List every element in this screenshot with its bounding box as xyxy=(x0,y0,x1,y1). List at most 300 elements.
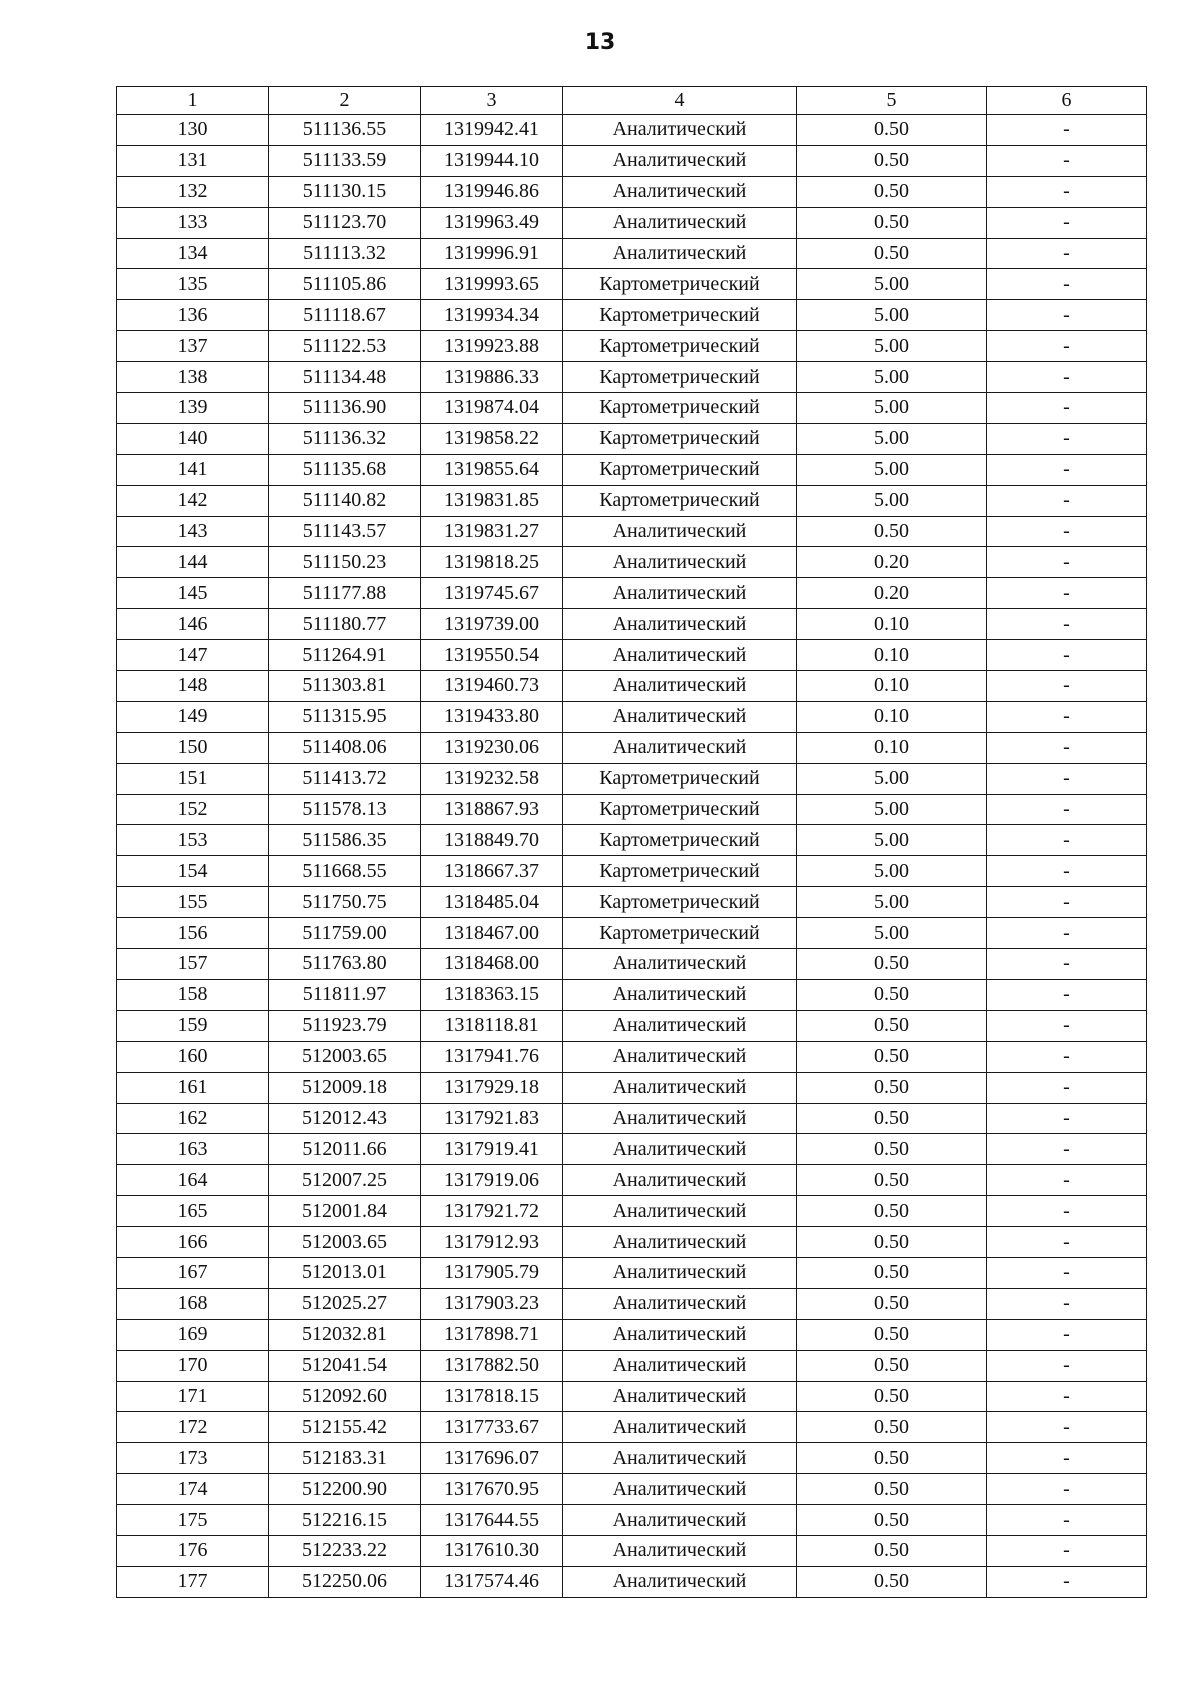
method-cell: Картометрический xyxy=(563,887,797,918)
x-coordinate-cell: 511811.97 xyxy=(269,979,421,1010)
note-cell: - xyxy=(987,1227,1147,1258)
method-cell: Аналитический xyxy=(563,1103,797,1134)
column-header: 2 xyxy=(269,87,421,115)
note-cell: - xyxy=(987,856,1147,887)
table-row xyxy=(117,207,1147,238)
y-coordinate-cell: 1318467.00 xyxy=(421,918,563,949)
table-row xyxy=(117,547,1147,578)
x-coordinate-cell: 512183.31 xyxy=(269,1443,421,1474)
method-cell: Аналитический xyxy=(563,609,797,640)
method-cell: Аналитический xyxy=(563,1041,797,1072)
accuracy-cell: 0.50 xyxy=(797,115,987,146)
method-cell: Аналитический xyxy=(563,1443,797,1474)
note-cell: - xyxy=(987,979,1147,1010)
y-coordinate-cell: 1319232.58 xyxy=(421,763,563,794)
point-number-cell: 130 xyxy=(117,115,269,146)
y-coordinate-cell: 1318849.70 xyxy=(421,825,563,856)
note-cell: - xyxy=(987,794,1147,825)
method-cell: Аналитический xyxy=(563,516,797,547)
point-number-cell: 161 xyxy=(117,1072,269,1103)
note-cell: - xyxy=(987,640,1147,671)
accuracy-cell: 0.50 xyxy=(797,1257,987,1288)
accuracy-cell: 5.00 xyxy=(797,362,987,393)
x-coordinate-cell: 511264.91 xyxy=(269,640,421,671)
accuracy-cell: 0.50 xyxy=(797,207,987,238)
point-number-cell: 141 xyxy=(117,454,269,485)
note-cell: - xyxy=(987,207,1147,238)
table-row xyxy=(117,269,1147,300)
table-row xyxy=(117,485,1147,516)
y-coordinate-cell: 1319858.22 xyxy=(421,423,563,454)
method-cell: Картометрический xyxy=(563,856,797,887)
x-coordinate-cell: 512001.84 xyxy=(269,1196,421,1227)
point-number-cell: 135 xyxy=(117,269,269,300)
y-coordinate-cell: 1319886.33 xyxy=(421,362,563,393)
page-number: 13 xyxy=(584,30,616,55)
x-coordinate-cell: 512003.65 xyxy=(269,1041,421,1072)
point-number-cell: 147 xyxy=(117,640,269,671)
point-number-cell: 133 xyxy=(117,207,269,238)
note-cell: - xyxy=(987,331,1147,362)
point-number-cell: 136 xyxy=(117,300,269,331)
x-coordinate-cell: 512216.15 xyxy=(269,1505,421,1536)
point-number-cell: 155 xyxy=(117,887,269,918)
x-coordinate-cell: 511118.67 xyxy=(269,300,421,331)
y-coordinate-cell: 1318468.00 xyxy=(421,949,563,980)
point-number-cell: 156 xyxy=(117,918,269,949)
method-cell: Картометрический xyxy=(563,300,797,331)
y-coordinate-cell: 1319874.04 xyxy=(421,393,563,424)
table-row xyxy=(117,640,1147,671)
table-row xyxy=(117,825,1147,856)
point-number-cell: 143 xyxy=(117,516,269,547)
note-cell: - xyxy=(987,1041,1147,1072)
y-coordinate-cell: 1319831.85 xyxy=(421,485,563,516)
y-coordinate-cell: 1317905.79 xyxy=(421,1257,563,1288)
note-cell: - xyxy=(987,732,1147,763)
x-coordinate-cell: 511122.53 xyxy=(269,331,421,362)
point-number-cell: 176 xyxy=(117,1535,269,1566)
table-row xyxy=(117,423,1147,454)
y-coordinate-cell: 1317818.15 xyxy=(421,1381,563,1412)
table-row xyxy=(117,238,1147,269)
point-number-cell: 149 xyxy=(117,701,269,732)
method-cell: Аналитический xyxy=(563,1134,797,1165)
method-cell: Аналитический xyxy=(563,238,797,269)
method-cell: Аналитический xyxy=(563,671,797,702)
y-coordinate-cell: 1319923.88 xyxy=(421,331,563,362)
y-coordinate-cell: 1319230.06 xyxy=(421,732,563,763)
point-number-cell: 137 xyxy=(117,331,269,362)
note-cell: - xyxy=(987,1505,1147,1536)
method-cell: Аналитический xyxy=(563,1350,797,1381)
accuracy-cell: 0.50 xyxy=(797,1227,987,1258)
note-cell: - xyxy=(987,1257,1147,1288)
note-cell: - xyxy=(987,949,1147,980)
y-coordinate-cell: 1319944.10 xyxy=(421,145,563,176)
point-number-cell: 139 xyxy=(117,393,269,424)
table-row xyxy=(117,949,1147,980)
x-coordinate-cell: 512233.22 xyxy=(269,1535,421,1566)
y-coordinate-cell: 1317919.06 xyxy=(421,1165,563,1196)
table-row xyxy=(117,454,1147,485)
method-cell: Картометрический xyxy=(563,763,797,794)
x-coordinate-cell: 511140.82 xyxy=(269,485,421,516)
point-number-cell: 169 xyxy=(117,1319,269,1350)
point-number-cell: 174 xyxy=(117,1474,269,1505)
x-coordinate-cell: 511408.06 xyxy=(269,732,421,763)
table-row xyxy=(117,115,1147,146)
point-number-cell: 172 xyxy=(117,1412,269,1443)
x-coordinate-cell: 511135.68 xyxy=(269,454,421,485)
note-cell: - xyxy=(987,609,1147,640)
x-coordinate-cell: 512155.42 xyxy=(269,1412,421,1443)
accuracy-cell: 0.50 xyxy=(797,145,987,176)
header-row xyxy=(117,87,1147,115)
method-cell: Аналитический xyxy=(563,732,797,763)
accuracy-cell: 0.10 xyxy=(797,609,987,640)
note-cell: - xyxy=(987,115,1147,146)
column-header: 1 xyxy=(117,87,269,115)
note-cell: - xyxy=(987,269,1147,300)
method-cell: Аналитический xyxy=(563,1010,797,1041)
accuracy-cell: 0.50 xyxy=(797,1350,987,1381)
y-coordinate-cell: 1318118.81 xyxy=(421,1010,563,1041)
table-body xyxy=(117,115,1147,1598)
method-cell: Аналитический xyxy=(563,1566,797,1597)
y-coordinate-cell: 1319963.49 xyxy=(421,207,563,238)
y-coordinate-cell: 1319739.00 xyxy=(421,609,563,640)
table-row xyxy=(117,763,1147,794)
accuracy-cell: 0.50 xyxy=(797,1010,987,1041)
point-number-cell: 148 xyxy=(117,671,269,702)
y-coordinate-cell: 1318485.04 xyxy=(421,887,563,918)
point-number-cell: 150 xyxy=(117,732,269,763)
method-cell: Аналитический xyxy=(563,701,797,732)
y-coordinate-cell: 1319831.27 xyxy=(421,516,563,547)
method-cell: Картометрический xyxy=(563,794,797,825)
y-coordinate-cell: 1319745.67 xyxy=(421,578,563,609)
x-coordinate-cell: 512007.25 xyxy=(269,1165,421,1196)
x-coordinate-cell: 512200.90 xyxy=(269,1474,421,1505)
table-row xyxy=(117,671,1147,702)
table-row xyxy=(117,1227,1147,1258)
accuracy-cell: 0.50 xyxy=(797,1566,987,1597)
y-coordinate-cell: 1317903.23 xyxy=(421,1288,563,1319)
method-cell: Картометрический xyxy=(563,485,797,516)
method-cell: Аналитический xyxy=(563,949,797,980)
note-cell: - xyxy=(987,671,1147,702)
point-number-cell: 132 xyxy=(117,176,269,207)
x-coordinate-cell: 512041.54 xyxy=(269,1350,421,1381)
table-row xyxy=(117,1381,1147,1412)
accuracy-cell: 0.50 xyxy=(797,176,987,207)
table-row xyxy=(117,1350,1147,1381)
accuracy-cell: 0.50 xyxy=(797,1196,987,1227)
x-coordinate-cell: 512011.66 xyxy=(269,1134,421,1165)
table-row xyxy=(117,1443,1147,1474)
table-row xyxy=(117,1535,1147,1566)
point-number-cell: 140 xyxy=(117,423,269,454)
table-row xyxy=(117,1474,1147,1505)
point-number-cell: 153 xyxy=(117,825,269,856)
accuracy-cell: 0.50 xyxy=(797,1381,987,1412)
note-cell: - xyxy=(987,362,1147,393)
table-row xyxy=(117,362,1147,393)
note-cell: - xyxy=(987,485,1147,516)
x-coordinate-cell: 512032.81 xyxy=(269,1319,421,1350)
accuracy-cell: 0.10 xyxy=(797,640,987,671)
table-row xyxy=(117,701,1147,732)
x-coordinate-cell: 511763.80 xyxy=(269,949,421,980)
x-coordinate-cell: 511586.35 xyxy=(269,825,421,856)
table-row xyxy=(117,1505,1147,1536)
note-cell: - xyxy=(987,1010,1147,1041)
method-cell: Аналитический xyxy=(563,176,797,207)
method-cell: Аналитический xyxy=(563,1288,797,1319)
accuracy-cell: 0.50 xyxy=(797,1041,987,1072)
point-number-cell: 145 xyxy=(117,578,269,609)
accuracy-cell: 5.00 xyxy=(797,393,987,424)
point-number-cell: 166 xyxy=(117,1227,269,1258)
table-row xyxy=(117,145,1147,176)
accuracy-cell: 5.00 xyxy=(797,485,987,516)
method-cell: Картометрический xyxy=(563,331,797,362)
x-coordinate-cell: 512092.60 xyxy=(269,1381,421,1412)
method-cell: Аналитический xyxy=(563,979,797,1010)
note-cell: - xyxy=(987,423,1147,454)
method-cell: Аналитический xyxy=(563,115,797,146)
y-coordinate-cell: 1319433.80 xyxy=(421,701,563,732)
table-row xyxy=(117,393,1147,424)
x-coordinate-cell: 511668.55 xyxy=(269,856,421,887)
point-number-cell: 162 xyxy=(117,1103,269,1134)
method-cell: Картометрический xyxy=(563,362,797,393)
column-header: 3 xyxy=(421,87,563,115)
table-row xyxy=(117,609,1147,640)
point-number-cell: 159 xyxy=(117,1010,269,1041)
x-coordinate-cell: 511136.55 xyxy=(269,115,421,146)
point-number-cell: 168 xyxy=(117,1288,269,1319)
point-number-cell: 164 xyxy=(117,1165,269,1196)
accuracy-cell: 0.50 xyxy=(797,1505,987,1536)
column-header: 6 xyxy=(987,87,1147,115)
table-row xyxy=(117,856,1147,887)
method-cell: Аналитический xyxy=(563,1474,797,1505)
point-number-cell: 170 xyxy=(117,1350,269,1381)
x-coordinate-cell: 511133.59 xyxy=(269,145,421,176)
method-cell: Аналитический xyxy=(563,640,797,671)
note-cell: - xyxy=(987,176,1147,207)
point-number-cell: 142 xyxy=(117,485,269,516)
note-cell: - xyxy=(987,454,1147,485)
table-row xyxy=(117,887,1147,918)
column-header: 4 xyxy=(563,87,797,115)
note-cell: - xyxy=(987,1474,1147,1505)
y-coordinate-cell: 1318667.37 xyxy=(421,856,563,887)
accuracy-cell: 0.50 xyxy=(797,1134,987,1165)
method-cell: Картометрический xyxy=(563,393,797,424)
x-coordinate-cell: 511105.86 xyxy=(269,269,421,300)
x-coordinate-cell: 511134.48 xyxy=(269,362,421,393)
y-coordinate-cell: 1317696.07 xyxy=(421,1443,563,1474)
y-coordinate-cell: 1319993.65 xyxy=(421,269,563,300)
point-number-cell: 167 xyxy=(117,1257,269,1288)
y-coordinate-cell: 1319996.91 xyxy=(421,238,563,269)
note-cell: - xyxy=(987,1134,1147,1165)
accuracy-cell: 5.00 xyxy=(797,763,987,794)
y-coordinate-cell: 1317644.55 xyxy=(421,1505,563,1536)
table-row xyxy=(117,794,1147,825)
accuracy-cell: 0.50 xyxy=(797,949,987,980)
accuracy-cell: 5.00 xyxy=(797,825,987,856)
x-coordinate-cell: 511123.70 xyxy=(269,207,421,238)
accuracy-cell: 0.10 xyxy=(797,732,987,763)
table-row xyxy=(117,1072,1147,1103)
point-number-cell: 165 xyxy=(117,1196,269,1227)
accuracy-cell: 5.00 xyxy=(797,887,987,918)
point-number-cell: 171 xyxy=(117,1381,269,1412)
x-coordinate-cell: 512012.43 xyxy=(269,1103,421,1134)
note-cell: - xyxy=(987,1103,1147,1134)
method-cell: Аналитический xyxy=(563,578,797,609)
accuracy-cell: 0.50 xyxy=(797,1103,987,1134)
accuracy-cell: 0.50 xyxy=(797,1165,987,1196)
point-number-cell: 175 xyxy=(117,1505,269,1536)
accuracy-cell: 0.50 xyxy=(797,516,987,547)
accuracy-cell: 0.10 xyxy=(797,671,987,702)
note-cell: - xyxy=(987,393,1147,424)
table-header xyxy=(117,87,1147,115)
y-coordinate-cell: 1317670.95 xyxy=(421,1474,563,1505)
note-cell: - xyxy=(987,1381,1147,1412)
y-coordinate-cell: 1317929.18 xyxy=(421,1072,563,1103)
accuracy-cell: 0.50 xyxy=(797,1072,987,1103)
note-cell: - xyxy=(987,887,1147,918)
table-row xyxy=(117,1103,1147,1134)
table-row xyxy=(117,300,1147,331)
x-coordinate-cell: 511136.90 xyxy=(269,393,421,424)
accuracy-cell: 0.50 xyxy=(797,238,987,269)
accuracy-cell: 5.00 xyxy=(797,454,987,485)
method-cell: Картометрический xyxy=(563,825,797,856)
column-header: 5 xyxy=(797,87,987,115)
method-cell: Аналитический xyxy=(563,1319,797,1350)
table-row xyxy=(117,578,1147,609)
x-coordinate-cell: 512250.06 xyxy=(269,1566,421,1597)
accuracy-cell: 0.50 xyxy=(797,1443,987,1474)
point-number-cell: 157 xyxy=(117,949,269,980)
note-cell: - xyxy=(987,825,1147,856)
table-row xyxy=(117,1010,1147,1041)
x-coordinate-cell: 511413.72 xyxy=(269,763,421,794)
x-coordinate-cell: 511578.13 xyxy=(269,794,421,825)
y-coordinate-cell: 1317912.93 xyxy=(421,1227,563,1258)
accuracy-cell: 5.00 xyxy=(797,423,987,454)
note-cell: - xyxy=(987,1566,1147,1597)
accuracy-cell: 5.00 xyxy=(797,300,987,331)
table-row xyxy=(117,918,1147,949)
y-coordinate-cell: 1318867.93 xyxy=(421,794,563,825)
point-number-cell: 151 xyxy=(117,763,269,794)
accuracy-cell: 5.00 xyxy=(797,794,987,825)
note-cell: - xyxy=(987,763,1147,794)
note-cell: - xyxy=(987,701,1147,732)
accuracy-cell: 0.20 xyxy=(797,547,987,578)
note-cell: - xyxy=(987,578,1147,609)
method-cell: Картометрический xyxy=(563,454,797,485)
x-coordinate-cell: 511130.15 xyxy=(269,176,421,207)
point-number-cell: 131 xyxy=(117,145,269,176)
point-number-cell: 163 xyxy=(117,1134,269,1165)
table-row xyxy=(117,1041,1147,1072)
method-cell: Аналитический xyxy=(563,1165,797,1196)
method-cell: Картометрический xyxy=(563,269,797,300)
y-coordinate-cell: 1319460.73 xyxy=(421,671,563,702)
note-cell: - xyxy=(987,1319,1147,1350)
y-coordinate-cell: 1317941.76 xyxy=(421,1041,563,1072)
x-coordinate-cell: 511143.57 xyxy=(269,516,421,547)
x-coordinate-cell: 511303.81 xyxy=(269,671,421,702)
y-coordinate-cell: 1319818.25 xyxy=(421,547,563,578)
note-cell: - xyxy=(987,1072,1147,1103)
y-coordinate-cell: 1319855.64 xyxy=(421,454,563,485)
y-coordinate-cell: 1317610.30 xyxy=(421,1535,563,1566)
x-coordinate-cell: 512003.65 xyxy=(269,1227,421,1258)
table-row xyxy=(117,1134,1147,1165)
note-cell: - xyxy=(987,1165,1147,1196)
method-cell: Аналитический xyxy=(563,1257,797,1288)
note-cell: - xyxy=(987,1443,1147,1474)
method-cell: Аналитический xyxy=(563,1196,797,1227)
accuracy-cell: 0.50 xyxy=(797,1474,987,1505)
table-row xyxy=(117,979,1147,1010)
table-row xyxy=(117,1257,1147,1288)
y-coordinate-cell: 1317882.50 xyxy=(421,1350,563,1381)
accuracy-cell: 0.50 xyxy=(797,1535,987,1566)
coordinates-table xyxy=(116,86,1147,1598)
point-number-cell: 160 xyxy=(117,1041,269,1072)
method-cell: Аналитический xyxy=(563,207,797,238)
point-number-cell: 134 xyxy=(117,238,269,269)
accuracy-cell: 5.00 xyxy=(797,918,987,949)
method-cell: Картометрический xyxy=(563,423,797,454)
table-row xyxy=(117,331,1147,362)
x-coordinate-cell: 512013.01 xyxy=(269,1257,421,1288)
x-coordinate-cell: 511315.95 xyxy=(269,701,421,732)
x-coordinate-cell: 511177.88 xyxy=(269,578,421,609)
table-row xyxy=(117,1319,1147,1350)
table-row xyxy=(117,176,1147,207)
method-cell: Аналитический xyxy=(563,547,797,578)
table-row xyxy=(117,1165,1147,1196)
method-cell: Картометрический xyxy=(563,918,797,949)
method-cell: Аналитический xyxy=(563,145,797,176)
accuracy-cell: 0.50 xyxy=(797,979,987,1010)
accuracy-cell: 5.00 xyxy=(797,856,987,887)
accuracy-cell: 0.50 xyxy=(797,1412,987,1443)
point-number-cell: 154 xyxy=(117,856,269,887)
point-number-cell: 152 xyxy=(117,794,269,825)
y-coordinate-cell: 1317919.41 xyxy=(421,1134,563,1165)
accuracy-cell: 0.50 xyxy=(797,1288,987,1319)
table-row xyxy=(117,1288,1147,1319)
table-row xyxy=(117,1412,1147,1443)
method-cell: Аналитический xyxy=(563,1412,797,1443)
note-cell: - xyxy=(987,918,1147,949)
point-number-cell: 146 xyxy=(117,609,269,640)
accuracy-cell: 5.00 xyxy=(797,269,987,300)
